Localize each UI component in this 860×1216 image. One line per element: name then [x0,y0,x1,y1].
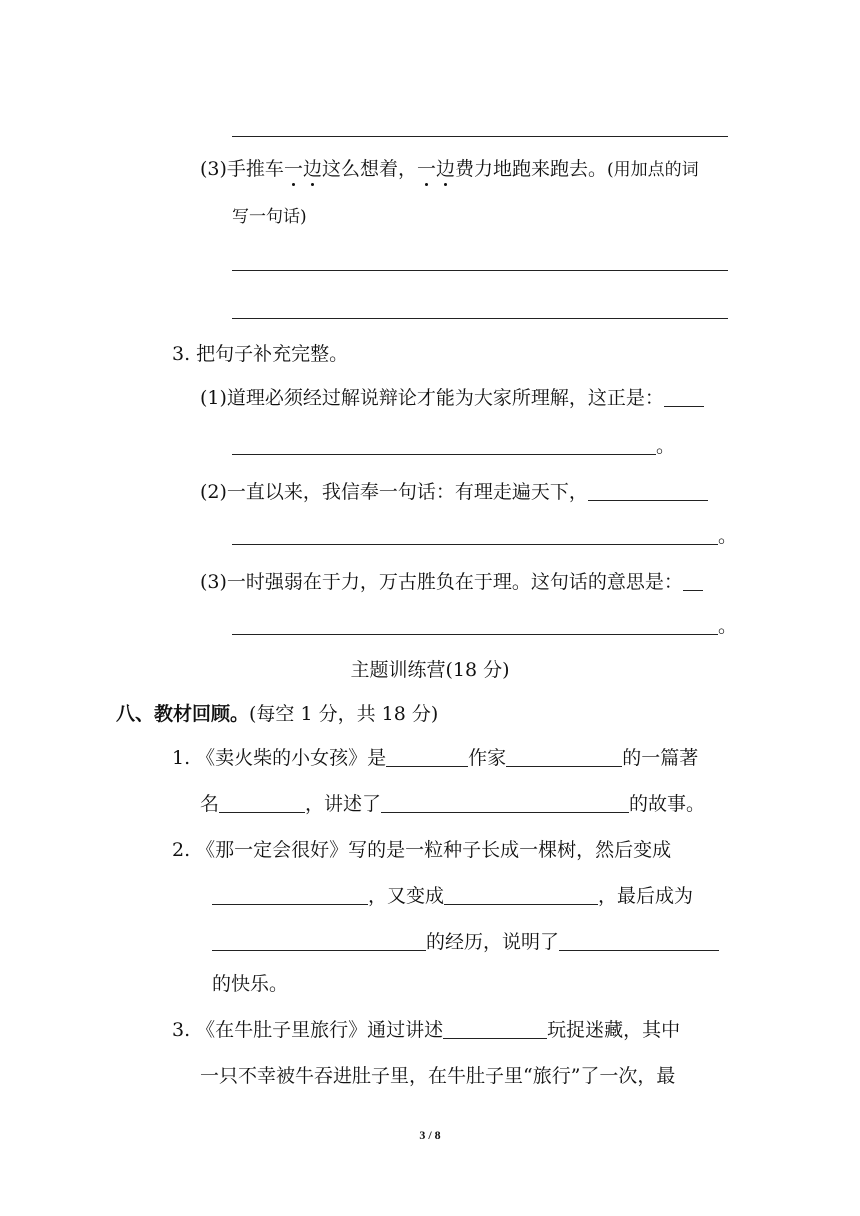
question-3-1-cont [232,432,675,460]
item-text: 一时强弱在于力，万古胜负在于理。这句话的意思是： [226,571,683,593]
item-text: 一直以来，我信奉一句话：有理走遍天下， [226,481,588,503]
part8-q2: 2. 《那一定会很好》写的是一粒种子长成一棵树，然后变成 [172,839,672,861]
answer-blank[interactable] [664,388,704,407]
question-3-title: 3. 把句子补充完整。 [172,343,349,365]
dotted-char: 一 [417,155,436,183]
answer-blank[interactable] [588,482,708,501]
part8-q3 [172,1016,680,1044]
q-text: 作家 [468,747,507,769]
q-text: 3. 《在牛肚子里旅行》通过讲述 [172,1019,444,1041]
answer-blank[interactable] [212,886,368,905]
answer-blank[interactable] [381,794,629,813]
sentence-text: 这么想着， [321,158,417,180]
q-text: 的一篇著 [622,747,699,769]
item-label: (2) [200,481,227,503]
period: 。 [718,525,738,547]
q-text: 名 [200,793,220,815]
item-text: 道理必须经过解说辩论才能为大家所理解，这正是： [226,387,664,409]
period: 。 [718,615,738,637]
answer-blank[interactable] [232,526,718,545]
score-note: (每空 1 分，共 18 分) [249,703,439,725]
instruction-text: (用加点的词 [607,160,699,180]
part8-q1 [172,744,698,772]
sentence-text: 手推车 [226,158,284,180]
item-label: (3) [200,158,227,180]
part8-q2-cont1 [212,882,693,910]
answer-blank[interactable] [683,572,703,591]
answer-line[interactable] [232,136,728,137]
question-3-3-cont [232,612,737,640]
question-3-2-cont [232,522,737,550]
answer-blank[interactable] [212,932,426,951]
q-text: ，讲述了 [305,793,382,815]
answer-blank[interactable] [232,616,718,635]
item-label: (1) [200,387,227,409]
q-text: ，最后成为 [598,885,694,907]
q-text: 的故事。 [629,793,706,815]
answer-blank[interactable] [219,794,305,813]
q-text: ，又变成 [368,885,445,907]
answer-blank[interactable] [444,886,598,905]
page-number: 3 / 8 [419,1128,441,1142]
part-8-heading [116,700,438,728]
period: 。 [656,435,676,457]
answer-blank[interactable] [232,436,656,455]
part8-q3-cont: 一只不幸被牛吞进肚子里，在牛肚子里“旅行”了一次，最 [200,1065,676,1087]
question-3-2 [200,478,708,506]
answer-line[interactable] [232,270,728,271]
part8-q2-cont3: 的快乐。 [212,973,289,995]
answer-blank[interactable] [506,748,622,767]
answer-blank[interactable] [559,932,719,951]
section-title: 主题训练营(18 分) [350,659,510,681]
question-2-3 [200,155,699,184]
q-text: 1. 《卖火柴的小女孩》是 [172,747,387,769]
part8-q2-cont2 [212,928,719,956]
dotted-char: 边 [436,155,455,183]
answer-blank[interactable] [386,748,468,767]
part8-q1-cont [200,790,705,818]
dotted-char: 边 [303,155,322,183]
answer-line[interactable] [232,318,728,319]
part-heading: 八、教材回顾。 [116,703,250,725]
q-text: 的经历，说明了 [426,931,560,953]
q-text: 玩捉迷藏，其中 [547,1019,681,1041]
dotted-char: 一 [284,155,303,183]
sentence-text: 费力地跑来跑去。 [455,158,608,180]
answer-blank[interactable] [443,1020,547,1039]
question-3-1 [200,384,704,412]
question-3-3 [200,568,703,596]
item-label: (3) [200,571,227,593]
instruction-text-cont: 写一句话) [232,207,307,227]
